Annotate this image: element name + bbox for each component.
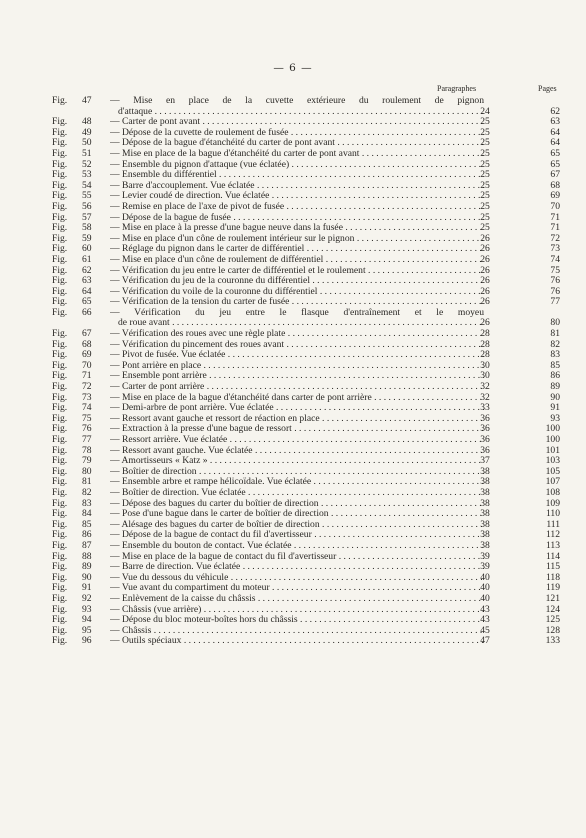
figure-label: Fig. <box>52 200 68 212</box>
figure-number: 85 <box>82 518 92 530</box>
figure-number: 71 <box>82 370 92 382</box>
paragraph-number: 38 <box>480 497 490 509</box>
paragraph-number: 38 <box>480 518 490 530</box>
figure-number: 55 <box>82 190 92 202</box>
paragraph-number: 28 <box>480 349 490 361</box>
figure-title: — Dépose de la cuvette de roulement de fusée . . . <box>110 128 484 139</box>
figure-entry <box>52 541 560 552</box>
figure-title: — Dépose de la bague de contact du fil d'avertisseur . . . <box>110 530 484 541</box>
figure-title: — Outils spéciaux . . . <box>110 636 484 647</box>
figure-title: — Carter de pont avant . . . <box>110 117 484 128</box>
figure-entry <box>52 149 560 160</box>
page-reference: 101 <box>545 444 560 456</box>
figure-label: Fig. <box>52 486 68 498</box>
paragraph-number: 26 <box>480 317 490 329</box>
page-reference: 91 <box>550 402 560 414</box>
paragraph-number: 25 <box>480 137 490 149</box>
figure-number: 92 <box>82 592 92 604</box>
paragraph-number: 24 <box>480 105 490 117</box>
figure-entry <box>52 202 560 213</box>
paragraph-number: 32 <box>480 381 490 393</box>
page-reference: 80 <box>550 317 560 329</box>
page-reference: 75 <box>550 264 560 276</box>
figure-title: — Ensemble pont arrière . . . <box>110 371 484 382</box>
figure-number: 49 <box>82 126 92 138</box>
paragraph-number: 40 <box>480 582 490 594</box>
figure-number: 51 <box>82 147 92 159</box>
paragraph-number: 25 <box>480 222 490 234</box>
figure-number: 56 <box>82 200 92 212</box>
paragraph-number: 36 <box>480 444 490 456</box>
figure-title: — Amortisseurs « Katz » . . . <box>110 456 484 467</box>
figure-label: Fig. <box>52 444 68 456</box>
figure-number: 65 <box>82 296 92 308</box>
page-reference: 110 <box>545 508 560 520</box>
figure-number: 53 <box>82 169 92 181</box>
paragraph-number: 33 <box>480 402 490 414</box>
page-reference: 114 <box>545 550 560 562</box>
figure-label: Fig. <box>52 465 68 477</box>
figure-number: 69 <box>82 349 92 361</box>
figure-number: 94 <box>82 614 92 626</box>
figure-label: Fig. <box>52 434 68 445</box>
figure-label: Fig. <box>52 190 68 202</box>
paragraph-number: 26 <box>480 253 490 265</box>
figure-title: — Alésage des bagues du carter de boîtier de direction . . . <box>110 520 484 531</box>
figure-number: 58 <box>82 222 92 234</box>
figure-title: — Mise en place d'un cône de roulement intérieur sur le pignon . . . <box>110 234 484 245</box>
figure-number: 90 <box>82 571 92 583</box>
page-reference: 93 <box>550 412 560 424</box>
figure-title: — Réglage du pignon dans le carter de différentiel . . . <box>110 244 484 255</box>
figure-number: 62 <box>82 264 92 276</box>
page-reference: 112 <box>545 529 560 541</box>
figure-title: — Levier coudé de direction. Vue éclatée . . . <box>110 191 484 202</box>
figure-title: — Mise en place à la presse d'une bague neuve dans la fusée . . . <box>110 223 484 234</box>
figure-title: — Mise en place d'un cône de roulement de différentiel . . . <box>110 255 484 266</box>
page-reference: 63 <box>550 116 560 128</box>
paragraph-number: 36 <box>480 423 490 435</box>
figure-number: 93 <box>82 603 92 615</box>
figure-title: de roue avant . . . <box>118 318 484 329</box>
figure-title: — Dépose du bloc moteur-boîtes hors du châssis . . . <box>110 615 484 626</box>
figure-number: 78 <box>82 444 92 456</box>
figure-title: — Dépose de la bague de fusée . . . <box>110 213 484 224</box>
figure-label: Fig. <box>52 635 68 647</box>
figure-title: — Carter de pont arrière . . . <box>110 382 484 393</box>
page-reference: 115 <box>545 561 560 573</box>
paragraph-number: 25 <box>480 116 490 128</box>
figure-title: — Dépose de la bague d'étanchéité du carter de pont avant . . . <box>110 138 484 149</box>
figure-label: Fig. <box>52 391 68 403</box>
paragraph-number: 43 <box>480 603 490 615</box>
figure-entry <box>52 297 560 308</box>
figure-label: Fig. <box>52 624 68 636</box>
paragraph-number: 25 <box>480 179 490 191</box>
paragraph-number: 25 <box>480 190 490 202</box>
figure-title: — Pont arrière en place . . . <box>110 361 484 372</box>
paragraph-number: 25 <box>480 126 490 138</box>
figure-label: Fig. <box>52 359 68 371</box>
page-reference: 76 <box>550 285 560 297</box>
figure-number: 83 <box>82 497 92 509</box>
figure-label: Fig. <box>52 243 68 255</box>
figure-label: Fig. <box>52 253 68 265</box>
figure-title: — Ensemble du différentiel . . . <box>110 170 484 181</box>
figure-label: Fig. <box>52 147 68 159</box>
figure-number: 81 <box>82 476 92 488</box>
page-reference: 62 <box>550 105 560 117</box>
paragraph-number: 37 <box>480 455 490 467</box>
figure-label: Fig. <box>52 455 68 467</box>
figure-number: 66 <box>82 306 92 318</box>
figure-number: 59 <box>82 232 92 244</box>
paragraph-number: 38 <box>480 476 490 488</box>
figure-number: 86 <box>82 529 92 541</box>
figure-label: Fig. <box>52 232 68 244</box>
paragraph-number: 40 <box>480 571 490 583</box>
figure-label: Fig. <box>52 285 68 297</box>
page-reference: 124 <box>545 603 560 615</box>
figure-title: — Châssis (vue arrière) . . . <box>110 605 484 616</box>
figure-number: 79 <box>82 455 92 467</box>
figure-label: Fig. <box>52 179 68 191</box>
figure-title: — Châssis . . . <box>110 626 484 637</box>
figure-label: Fig. <box>52 412 68 424</box>
figure-number: 48 <box>82 116 92 128</box>
figure-number: 96 <box>82 635 92 647</box>
figure-number: 74 <box>82 402 92 414</box>
figure-number: 95 <box>82 624 92 636</box>
paragraph-number: 38 <box>480 508 490 520</box>
figure-number: 89 <box>82 561 92 573</box>
figure-label: Fig. <box>52 158 68 170</box>
column-header-paragraphs: Paragraphes <box>437 84 477 93</box>
figure-label: Fig. <box>52 614 68 626</box>
figure-number: 88 <box>82 550 92 562</box>
figure-number: 60 <box>82 243 92 255</box>
figure-title: — Extraction à la presse d'une bague de ressort . . . <box>110 424 484 435</box>
page-reference: 103 <box>545 455 560 467</box>
figure-number: 64 <box>82 285 92 297</box>
figure-title: — Demi-arbre de pont arrière. Vue éclatée . . . <box>110 403 484 414</box>
page-reference: 83 <box>550 349 560 361</box>
figure-title: — Ensemble du bouton de contact. Vue éclatée . . . <box>110 541 484 552</box>
page-reference: 69 <box>550 190 560 202</box>
figure-title: — Vérification des roues avec une règle plate . . . <box>110 329 484 340</box>
page-reference: 72 <box>550 232 560 244</box>
paragraph-number: 38 <box>480 539 490 551</box>
paragraph-number: 38 <box>480 465 490 477</box>
figure-label: Fig. <box>52 539 68 551</box>
paragraph-number: 25 <box>480 169 490 181</box>
figure-title: d'attaque . . . <box>118 107 484 118</box>
figure-label: Fig. <box>52 508 68 520</box>
figure-label: Fig. <box>52 349 68 361</box>
paragraph-number: 38 <box>480 529 490 541</box>
page-reference: 125 <box>545 614 560 626</box>
figure-number: 72 <box>82 381 92 393</box>
figure-number: 84 <box>82 508 92 520</box>
figure-label: Fig. <box>52 582 68 594</box>
page-reference: 113 <box>545 539 560 551</box>
figure-title: — Vérification du voile de la couronne du différentiel . . . <box>110 287 484 298</box>
figure-title: — Mise en place de la bague d'étanchéité du carter de pont avant . . . <box>110 149 484 160</box>
page-reference: 67 <box>550 169 560 181</box>
figure-label: Fig. <box>52 561 68 573</box>
figure-number: 54 <box>82 179 92 191</box>
figure-title: — Ressort arrière. Vue éclatée . . . <box>110 435 484 446</box>
paragraph-number: 25 <box>480 200 490 212</box>
paragraph-number: 26 <box>480 275 490 287</box>
paragraph-number: 26 <box>480 243 490 255</box>
paragraph-number: 25 <box>480 147 490 159</box>
figure-number: 75 <box>82 412 92 424</box>
figure-label: Fig. <box>52 338 68 350</box>
figure-title: — Ensemble du pignon d'attaque (vue éclatée) . . . <box>110 160 484 171</box>
figure-number: 80 <box>82 465 92 477</box>
figure-label: Fig. <box>52 529 68 541</box>
column-header-pages: Pages <box>538 84 557 93</box>
figure-number: 47 <box>82 95 92 106</box>
figure-title: — Vérification du jeu de la couronne du différentiel . . . <box>110 276 484 287</box>
figure-number: 91 <box>82 582 92 594</box>
paragraph-number: 26 <box>480 285 490 297</box>
figure-title: — Barre de direction. Vue éclatée . . . <box>110 562 484 573</box>
figure-title: — Vérification de la tension du carter de fusée . . . <box>110 297 484 308</box>
page-reference: 71 <box>550 222 560 234</box>
paragraph-number: 30 <box>480 359 490 371</box>
page-reference: 133 <box>545 635 560 647</box>
figure-title: — Vérification du pincement des roues avant . . . <box>110 340 484 351</box>
page-reference: 105 <box>545 465 560 477</box>
page-reference: 73 <box>550 243 560 255</box>
figure-number: 67 <box>82 328 92 340</box>
paragraph-number: 39 <box>480 550 490 562</box>
paragraph-number: 30 <box>480 370 490 382</box>
page-reference: 64 <box>550 137 560 149</box>
figure-number: 50 <box>82 137 92 149</box>
paragraph-number: 36 <box>480 434 490 445</box>
paragraph-number: 32 <box>480 391 490 403</box>
page-reference: 100 <box>545 423 560 435</box>
page-reference: 74 <box>550 253 560 265</box>
paragraph-number: 28 <box>480 338 490 350</box>
figure-entry <box>52 96 560 107</box>
figure-label: Fig. <box>52 116 68 128</box>
paragraph-number: 26 <box>480 232 490 244</box>
figure-label: Fig. <box>52 222 68 234</box>
page-reference: 109 <box>545 497 560 509</box>
figure-entry <box>52 255 560 266</box>
page-number: — 6 — <box>273 62 313 74</box>
page-reference: 119 <box>545 582 560 594</box>
figure-number: 52 <box>82 158 92 170</box>
page-reference: 65 <box>550 147 560 159</box>
page-reference: 118 <box>545 571 560 583</box>
paragraph-number: 26 <box>480 296 490 308</box>
figure-label: Fig. <box>52 423 68 435</box>
figure-label: Fig. <box>52 306 68 318</box>
page-reference: 64 <box>550 126 560 138</box>
figure-title: — Dépose des bagues du carter du boîtier de direction . . . <box>110 499 484 510</box>
page-reference: 85 <box>550 359 560 371</box>
figure-label: Fig. <box>52 592 68 604</box>
figure-label: Fig. <box>52 169 68 181</box>
figure-label: Fig. <box>52 264 68 276</box>
figure-label: Fig. <box>52 402 68 414</box>
page-reference: 107 <box>545 476 560 488</box>
figure-title: — Vue du dessous du véhicule . . . <box>110 573 484 584</box>
figure-label: Fig. <box>52 95 68 106</box>
figure-title: — Boîtier de direction . . . <box>110 467 484 478</box>
figure-entry <box>52 594 560 605</box>
figure-number: 82 <box>82 486 92 498</box>
paragraph-number: 25 <box>480 158 490 170</box>
figure-title: — Ensemble arbre et rampe hélicoïdale. Vue éclatée . . . <box>110 477 484 488</box>
figure-label: Fig. <box>52 476 68 488</box>
figure-title: — Ressort avant gauche et ressort de réaction en place . . . <box>110 414 484 425</box>
paragraph-number: 40 <box>480 592 490 604</box>
page-reference: 111 <box>546 518 560 530</box>
paragraph-number: 39 <box>480 561 490 573</box>
figure-title: — Barre d'accouplement. Vue éclatée . . . <box>110 181 484 192</box>
page-reference: 128 <box>545 624 560 636</box>
paragraph-number: 38 <box>480 486 490 498</box>
page-reference: 81 <box>550 328 560 340</box>
figure-number: 76 <box>82 423 92 435</box>
page-reference: 71 <box>550 211 560 223</box>
page-reference: 108 <box>545 486 560 498</box>
figure-label: Fig. <box>52 550 68 562</box>
figure-label: Fig. <box>52 137 68 149</box>
paragraph-number: 45 <box>480 624 490 636</box>
page-reference: 68 <box>550 179 560 191</box>
page-reference: 121 <box>545 592 560 604</box>
figure-title: — Pivot de fusée. Vue éclatée . . . <box>110 350 484 361</box>
figure-list <box>52 96 560 647</box>
figure-label: Fig. <box>52 328 68 340</box>
figure-title: — Remise en place de l'axe de pivot de fusée . . . <box>110 202 484 213</box>
figure-title: — Vérification du jeu entre le carter de différentiel et le roulement . . . <box>110 266 484 277</box>
figure-entry <box>52 488 560 499</box>
figure-label: Fig. <box>52 126 68 138</box>
figure-entry <box>52 636 560 647</box>
paragraph-number: 28 <box>480 328 490 340</box>
figure-label: Fig. <box>52 275 68 287</box>
paragraph-number: 47 <box>480 635 490 647</box>
figure-number: 77 <box>82 434 92 445</box>
page-reference: 100 <box>545 434 560 445</box>
paragraph-number: 26 <box>480 264 490 276</box>
figure-entry <box>52 435 560 446</box>
figure-label: Fig. <box>52 571 68 583</box>
paragraph-number: 43 <box>480 614 490 626</box>
page-reference: 76 <box>550 275 560 287</box>
figure-number: 68 <box>82 338 92 350</box>
page-reference: 90 <box>550 391 560 403</box>
paragraph-number: 25 <box>480 211 490 223</box>
figure-number: 70 <box>82 359 92 371</box>
page-reference: 77 <box>550 296 560 308</box>
figure-number: 73 <box>82 391 92 403</box>
figure-label: Fig. <box>52 518 68 530</box>
figure-title: — Mise en place de la cuvette extérieure du roulement de pignon <box>110 96 484 106</box>
figure-title: — Enlèvement de la caisse du châssis . . . <box>110 594 484 605</box>
figure-title: — Boîtier de direction. Vue éclatée . . . <box>110 488 484 499</box>
figure-title: — Vérification du jeu entre le flasque d'entraînement et le moyeu <box>110 307 484 318</box>
page-reference: 89 <box>550 381 560 393</box>
page-reference: 70 <box>550 200 560 212</box>
figure-number: 87 <box>82 539 92 551</box>
figure-title: — Ressort avant gauche. Vue éclatée . . . <box>110 446 484 457</box>
paragraph-number: 36 <box>480 412 490 424</box>
figure-label: Fig. <box>52 497 68 509</box>
figure-title: — Vue avant du compartiment du moteur . . . <box>110 583 484 594</box>
page-reference: 86 <box>550 370 560 382</box>
figure-title: — Mise en place de la bague de contact du fil d'avertisseur . . . <box>110 552 484 563</box>
figure-label: Fig. <box>52 370 68 382</box>
figure-label: Fig. <box>52 603 68 615</box>
figure-label: Fig. <box>52 381 68 393</box>
page-reference: 82 <box>550 338 560 350</box>
figure-label: Fig. <box>52 211 68 223</box>
figure-label: Fig. <box>52 296 68 308</box>
figure-number: 61 <box>82 253 92 265</box>
figure-title: — Mise en place de la bague d'étanchéité dans carter de pont arrière . . . <box>110 393 484 404</box>
figure-number: 57 <box>82 211 92 223</box>
page-reference: 65 <box>550 158 560 170</box>
figure-number: 63 <box>82 275 92 287</box>
figure-title: — Pose d'une bague dans le carter de boîtier de direction . . . <box>110 509 484 520</box>
